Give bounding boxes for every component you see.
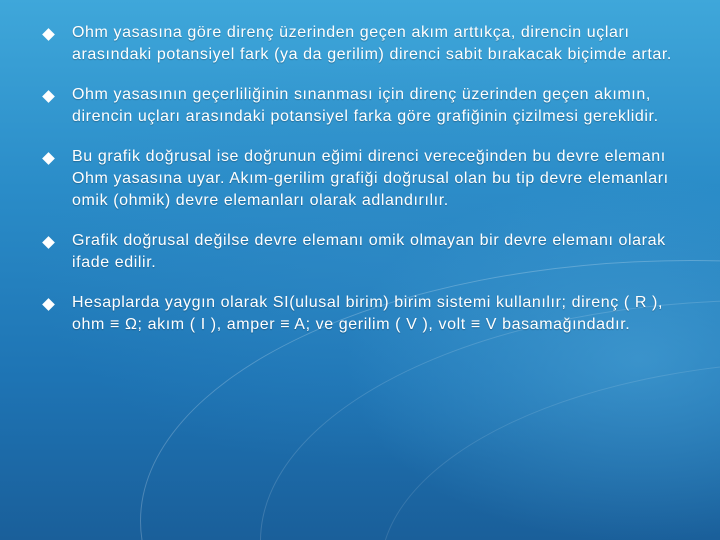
diamond-bullet-icon <box>42 298 55 311</box>
bullet-item <box>42 292 682 336</box>
diamond-bullet-icon <box>42 236 55 249</box>
diamond-bullet-icon <box>42 90 55 103</box>
bullet-list <box>42 22 682 354</box>
diamond-bullet-icon <box>42 152 55 165</box>
bullet-item <box>42 146 682 212</box>
bullet-item <box>42 22 682 66</box>
decorative-arc <box>380 360 720 540</box>
bullet-text: Ohm yasasına göre direnç üzerinden geçen akım arttıkça, direncin uçları arasındaki potansiyel fark (ya da gerilim) direnci sabit bırakacak biçimde artar. <box>72 24 672 63</box>
diamond-bullet-icon <box>42 28 55 41</box>
bullet-text: Bu grafik doğrusal ise doğrunun eğimi direnci vereceğinden bu devre elemanı Ohm yasasına uyar. Akım-gerilim grafiği doğrusal olan bu tip devre elemanları omik (ohmik) devre elemanları olarak adlandırılır. <box>72 148 669 209</box>
bullet-text: Ohm yasasının geçerliliğinin sınanması için direnç üzerinden geçen akımın, direncin uçları arasındaki potansiyel farka göre grafiğinin çizilmesi gereklidir. <box>72 86 659 125</box>
bullet-text: Grafik doğrusal değilse devre elemanı omik olmayan bir devre elemanı olarak ifade edilir. <box>72 232 666 271</box>
bullet-item <box>42 230 682 274</box>
bullet-text: Hesaplarda yaygın olarak SI(ulusal birim) birim sistemi kullanılır; direnç ( R ), ohm ≡ Ω; akım ( I ), amper ≡ A; ve gerilim ( V ), volt ≡ V basamağındadır. <box>72 294 663 333</box>
bullet-item <box>42 84 682 128</box>
